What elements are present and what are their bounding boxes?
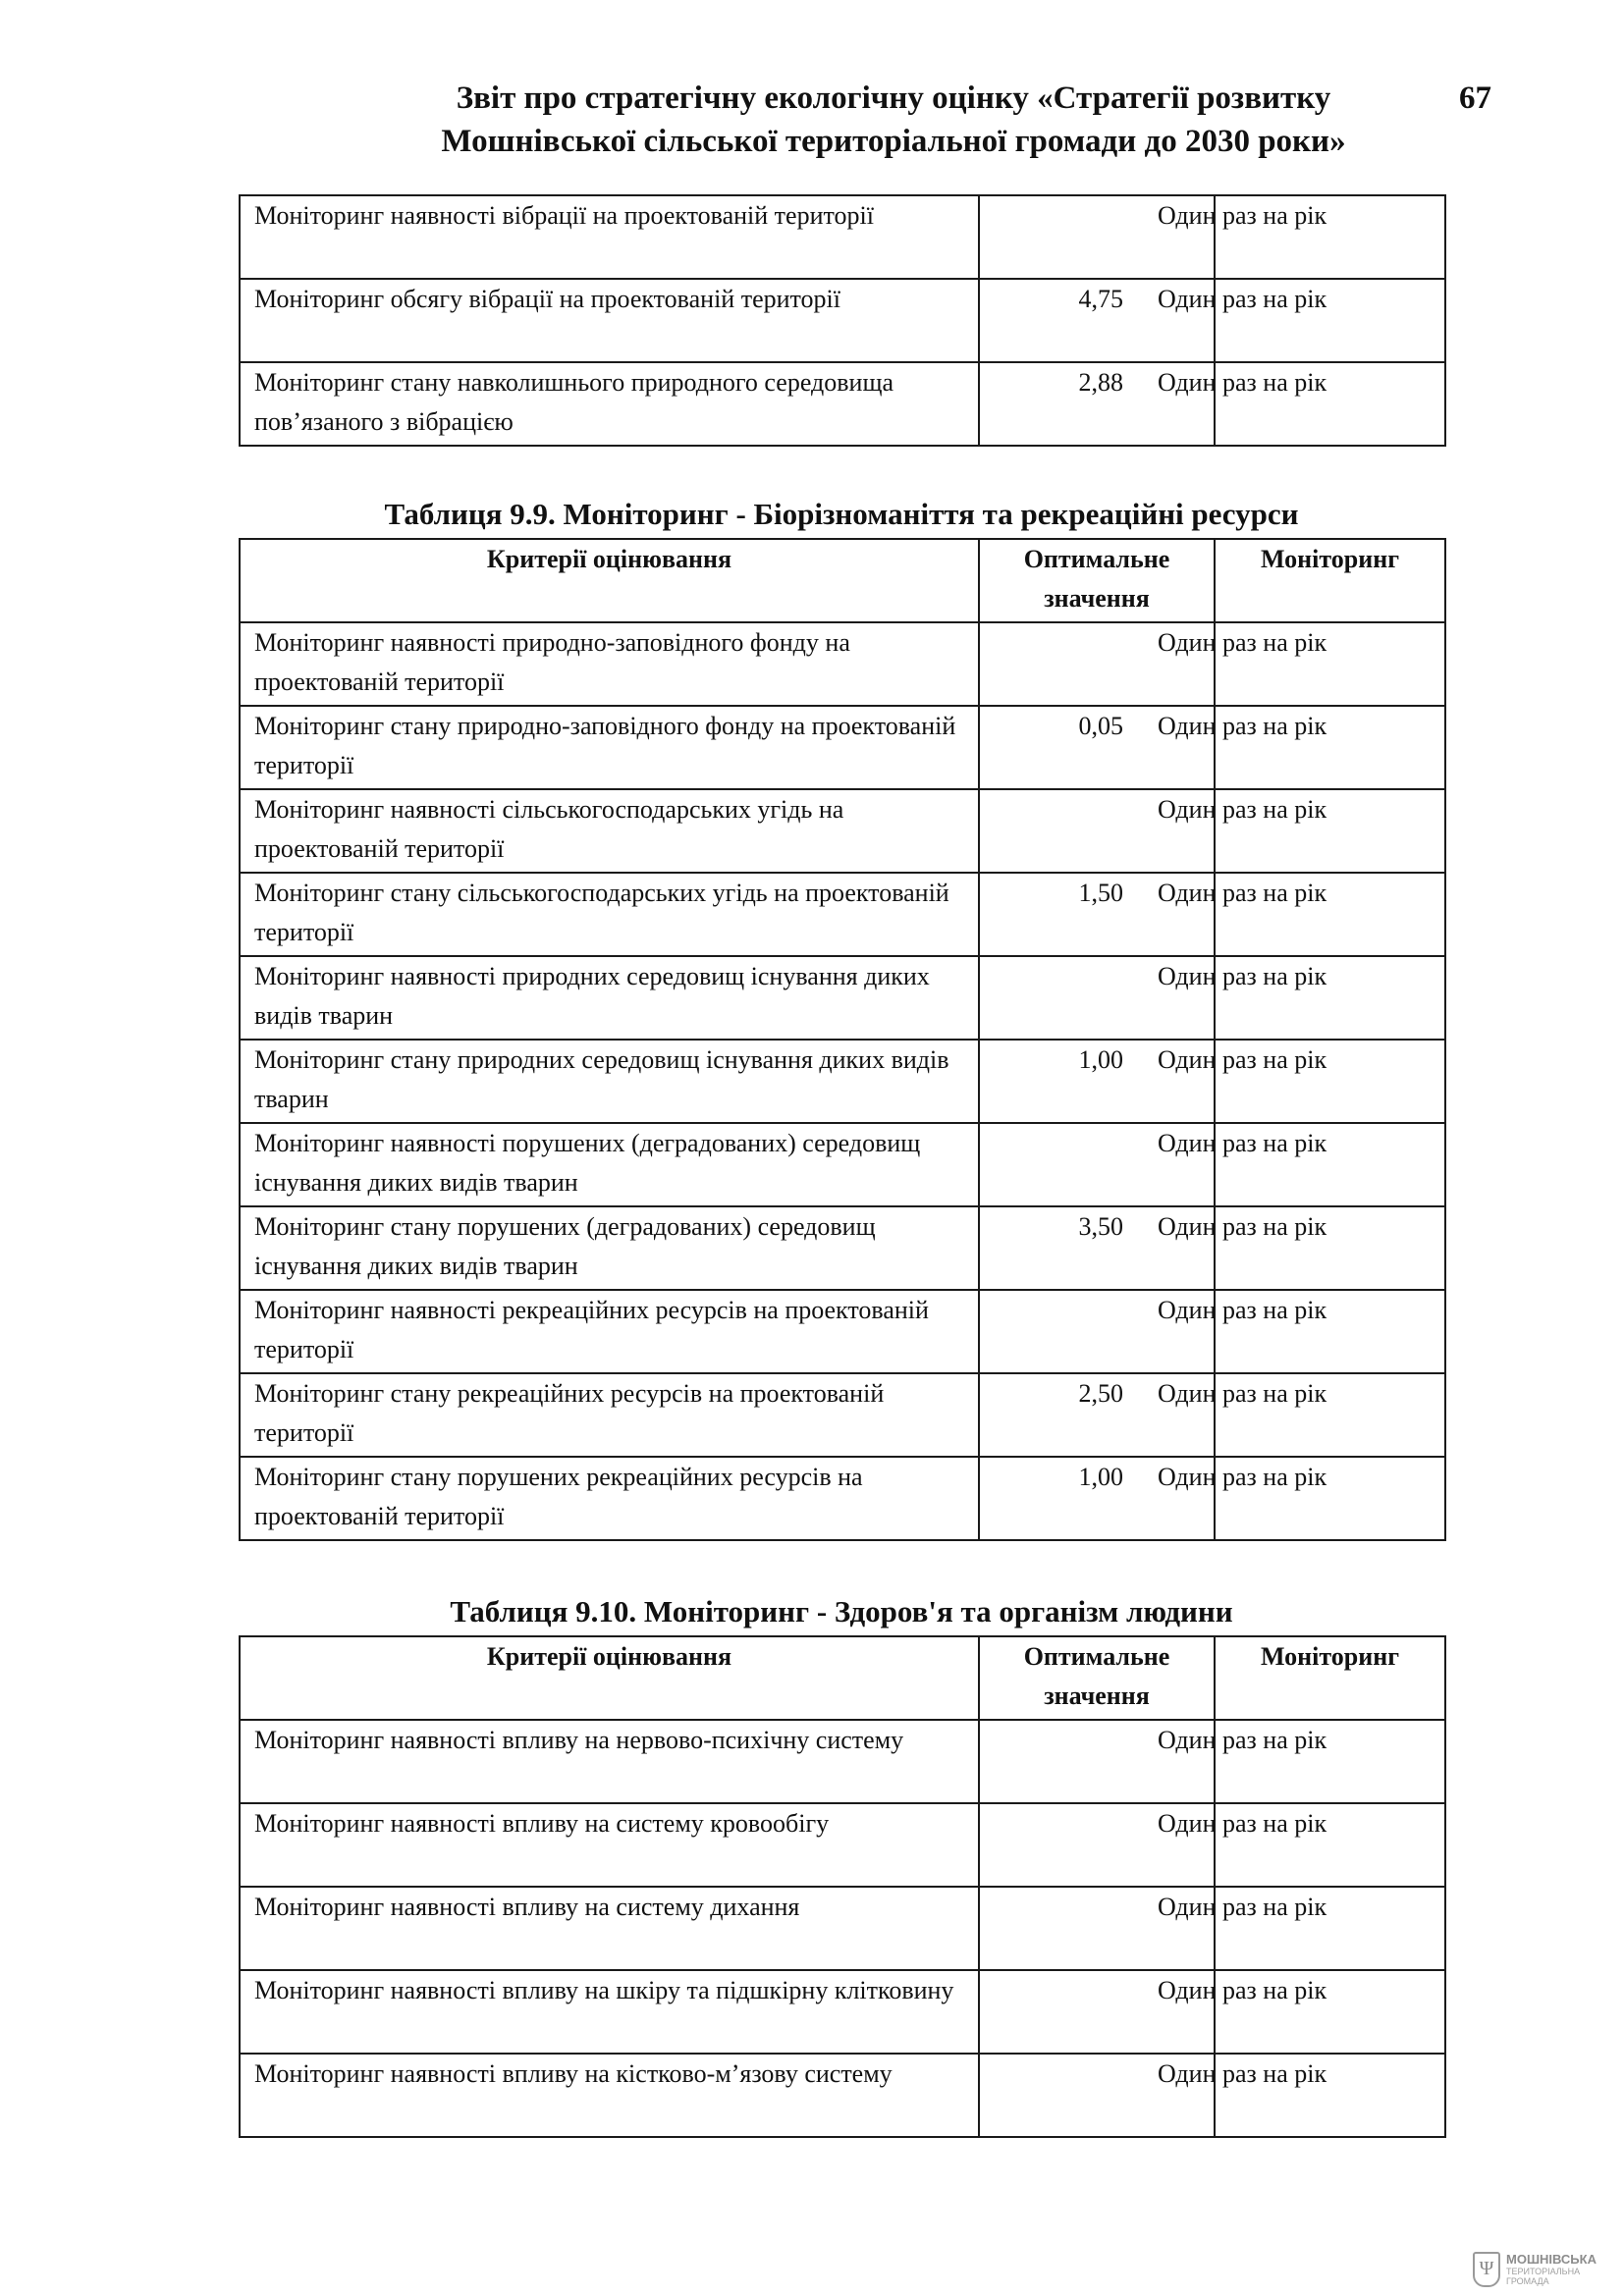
- table-row: [240, 1720, 1445, 1803]
- optimal-cell: [979, 622, 1327, 706]
- logo-line1: МОШНІВСЬКА: [1506, 2252, 1597, 2267]
- criteria-cell: Моніторинг наявності природних середовищ існування диких видів тварин: [240, 956, 979, 1040]
- table-header-row: [240, 539, 1445, 622]
- header-title-line2: Мошнівської сільської територіальної громади до 2030 роки»: [441, 124, 1346, 159]
- monitoring-cell: [1215, 956, 1445, 1040]
- criteria-cell: Моніторинг стану природних середовищ існування диких видів тварин: [240, 1040, 979, 1123]
- table-row: [240, 279, 1445, 362]
- monitoring-frequency: Один раз на рік: [1158, 1976, 1327, 2004]
- table-row: [240, 1206, 1445, 1290]
- criteria-cell: Моніторинг наявності рекреаційних ресурсів на проектованій території: [240, 1290, 979, 1373]
- monitoring-frequency: Один раз на рік: [1158, 1809, 1327, 1838]
- criteria-cell: Моніторинг стану природно-заповідного фонду на проектованій території: [240, 706, 979, 789]
- optimal-cell: [979, 279, 1327, 362]
- criteria-cell: Моніторинг стану порушених рекреаційних ресурсів на проектованій території: [240, 1457, 979, 1540]
- optimal-cell: [979, 1720, 1327, 1803]
- optimal-value: 2,88: [1078, 368, 1123, 397]
- optimal-cell: [979, 873, 1327, 956]
- table-row: [240, 1373, 1445, 1457]
- monitoring-cell: [1215, 706, 1445, 789]
- optimal-cell: [979, 195, 1327, 279]
- monitoring-cell: [1215, 1373, 1445, 1457]
- monitoring-cell: [1215, 1457, 1445, 1540]
- optimal-cell: [979, 1290, 1327, 1373]
- table-9-9: [239, 538, 1446, 1541]
- criteria-cell: Моніторинг обсягу вібрації на проектованій території: [240, 279, 979, 362]
- column-header-monitoring: Моніторинг: [1215, 1636, 1445, 1720]
- optimal-cell: [979, 1803, 1327, 1887]
- monitoring-cell: [1215, 1290, 1445, 1373]
- monitoring-frequency: Один раз на рік: [1158, 285, 1327, 313]
- monitoring-cell: [1215, 1040, 1445, 1123]
- optimal-cell: [979, 1123, 1327, 1206]
- monitoring-frequency: Один раз на рік: [1158, 1893, 1327, 1921]
- table-header-row: [240, 1636, 1445, 1720]
- criteria-cell: Моніторинг наявності впливу на систему дихання: [240, 1887, 979, 1970]
- table-row: [240, 195, 1445, 279]
- monitoring-frequency: Один раз на рік: [1158, 201, 1327, 230]
- monitoring-cell: [1215, 362, 1445, 446]
- optimal-cell: [979, 1373, 1327, 1457]
- criteria-cell: Моніторинг стану сільськогосподарських угідь на проектованій території: [240, 873, 979, 956]
- column-header-optimal: Оптимальне значення: [979, 539, 1215, 622]
- monitoring-frequency: Один раз на рік: [1158, 1212, 1327, 1241]
- table-9-10: [239, 1635, 1446, 2138]
- table-row: [240, 1123, 1445, 1206]
- monitoring-cell: [1215, 1206, 1445, 1290]
- optimal-cell: [979, 1206, 1327, 1290]
- monitoring-cell: [1215, 873, 1445, 956]
- table-row: [240, 362, 1445, 446]
- optimal-cell: [979, 1040, 1327, 1123]
- criteria-cell: Моніторинг наявності сільськогосподарських угідь на проектованій території: [240, 789, 979, 873]
- monitoring-cell: [1215, 2054, 1445, 2137]
- table-row: [240, 1970, 1445, 2054]
- monitoring-frequency: Один раз на рік: [1158, 628, 1327, 657]
- column-header-monitoring: Моніторинг: [1215, 539, 1445, 622]
- column-header-criteria: Критерії оцінювання: [240, 1636, 979, 1720]
- monitoring-cell: [1215, 1123, 1445, 1206]
- optimal-cell: [979, 1887, 1327, 1970]
- criteria-cell: Моніторинг наявності порушених (деградованих) середовищ існування диких видів тварин: [240, 1123, 979, 1206]
- document-header: [373, 77, 1414, 163]
- table-row: [240, 2054, 1445, 2137]
- page-number: 67: [1459, 80, 1491, 116]
- table-vibration-continued: [239, 194, 1446, 447]
- logo-line2: ТЕРИТОРІАЛЬНА: [1506, 2267, 1581, 2276]
- monitoring-frequency: Один раз на рік: [1158, 368, 1327, 397]
- optimal-cell: [979, 1970, 1327, 2054]
- optimal-value: 1,00: [1078, 1463, 1123, 1491]
- column-header-optimal: Оптимальне значення: [979, 1636, 1215, 1720]
- monitoring-cell: [1215, 195, 1445, 279]
- table-row: [240, 956, 1445, 1040]
- monitoring-cell: [1215, 1720, 1445, 1803]
- criteria-cell: Моніторинг наявності вібрації на проектованій території: [240, 195, 979, 279]
- optimal-cell: [979, 706, 1327, 789]
- optimal-value: 1,50: [1078, 879, 1123, 907]
- column-header-criteria: Критерії оцінювання: [240, 539, 979, 622]
- criteria-cell: Моніторинг стану рекреаційних ресурсів на проектованій території: [240, 1373, 979, 1457]
- table-row: [240, 789, 1445, 873]
- table-row: [240, 1290, 1445, 1373]
- monitoring-cell: [1215, 279, 1445, 362]
- table-row: [240, 1887, 1445, 1970]
- header-title-line1: Звіт про стратегічну екологічну оцінку «Стратегії розвитку: [456, 80, 1331, 116]
- monitoring-frequency: Один раз на рік: [1158, 2059, 1327, 2088]
- logo-line3: ГРОМАДА: [1506, 2276, 1549, 2286]
- table-row: [240, 706, 1445, 789]
- trident-emblem-icon: Ψ: [1473, 2252, 1500, 2287]
- table-row: [240, 622, 1445, 706]
- monitoring-frequency: Один раз на рік: [1158, 879, 1327, 907]
- monitoring-frequency: Один раз на рік: [1158, 1463, 1327, 1491]
- monitoring-frequency: Один раз на рік: [1158, 795, 1327, 824]
- monitoring-frequency: Один раз на рік: [1158, 1726, 1327, 1754]
- optimal-value: 4,75: [1078, 285, 1123, 313]
- table-9-9-caption: Таблиця 9.9. Моніторинг - Біорізноманіття та рекреаційні ресурси: [384, 497, 1299, 531]
- criteria-cell: Моніторинг наявності впливу на шкіру та підшкірну клітковину: [240, 1970, 979, 2054]
- criteria-cell: Моніторинг наявності впливу на систему кровообігу: [240, 1803, 979, 1887]
- table-row: [240, 1040, 1445, 1123]
- table-9-10-caption: Таблиця 9.10. Моніторинг - Здоров'я та організм людини: [450, 1594, 1233, 1629]
- optimal-value: 2,50: [1078, 1379, 1123, 1408]
- criteria-cell: Моніторинг наявності впливу на нервово-психічну систему: [240, 1720, 979, 1803]
- monitoring-frequency: Один раз на рік: [1158, 712, 1327, 740]
- criteria-cell: Моніторинг стану навколишнього природного середовища пов’язаного з вібрацією: [240, 362, 979, 446]
- monitoring-frequency: Один раз на рік: [1158, 1129, 1327, 1157]
- criteria-cell: Моніторинг стану порушених (деградованих) середовищ існування диких видів тварин: [240, 1206, 979, 1290]
- table-row: [240, 873, 1445, 956]
- monitoring-frequency: Один раз на рік: [1158, 1045, 1327, 1074]
- monitoring-cell: [1215, 622, 1445, 706]
- table-row: [240, 1457, 1445, 1540]
- table-row: [240, 1803, 1445, 1887]
- optimal-value: 1,00: [1078, 1045, 1123, 1074]
- monitoring-frequency: Один раз на рік: [1158, 1379, 1327, 1408]
- optimal-cell: [979, 789, 1327, 873]
- optimal-cell: [979, 2054, 1327, 2137]
- optimal-value: 0,05: [1078, 712, 1123, 740]
- monitoring-cell: [1215, 1887, 1445, 1970]
- monitoring-cell: [1215, 789, 1445, 873]
- monitoring-cell: [1215, 1803, 1445, 1887]
- monitoring-frequency: Один раз на рік: [1158, 1296, 1327, 1324]
- monitoring-cell: [1215, 1970, 1445, 2054]
- criteria-cell: Моніторинг наявності впливу на кістково-м’язову систему: [240, 2054, 979, 2137]
- optimal-value: 3,50: [1078, 1212, 1123, 1241]
- optimal-cell: [979, 956, 1327, 1040]
- criteria-cell: Моніторинг наявності природно-заповідного фонду на проектованій території: [240, 622, 979, 706]
- optimal-cell: [979, 1457, 1327, 1540]
- community-logo: [1473, 2250, 1620, 2289]
- optimal-cell: [979, 362, 1327, 446]
- monitoring-frequency: Один раз на рік: [1158, 962, 1327, 990]
